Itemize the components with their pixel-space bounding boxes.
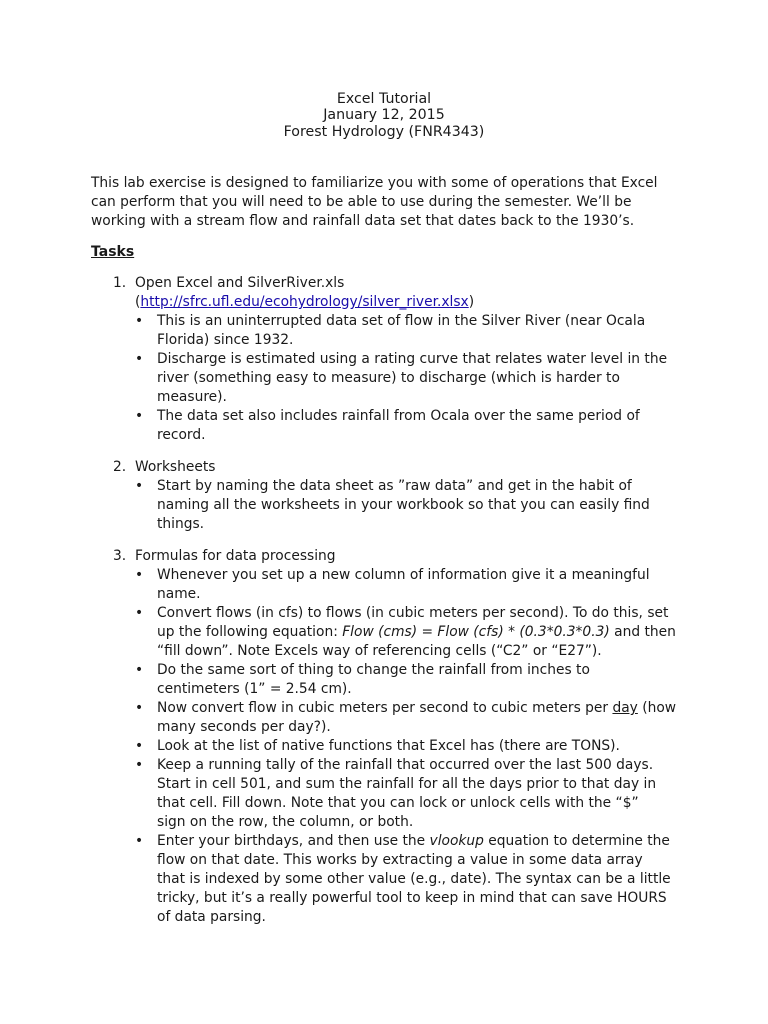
bullet-text: many seconds per day?). (157, 719, 331, 735)
intro-paragraph (91, 174, 691, 231)
task-number: 1. (113, 275, 127, 291)
paren-close: ) (468, 294, 475, 310)
intro-line: working with a stream flow and rainfall data set that dates back to the 1930’s. (91, 213, 635, 229)
tasks-heading: Tasks (91, 244, 135, 260)
task-item-2 (113, 458, 693, 534)
bullet-icon: • (135, 738, 144, 754)
bullet-text: This is an uninterrupted data set of flow in the Silver River (near Ocala (157, 313, 646, 329)
bullet-icon: • (135, 478, 144, 494)
text-span: Now convert flow in cubic meters per second to cubic meters per (157, 700, 613, 716)
bullet-item (113, 350, 693, 407)
task-number: 2. (113, 459, 127, 475)
bullet-item (113, 756, 693, 832)
task-item-1 (113, 274, 693, 445)
bullet-text: measure). (157, 389, 227, 405)
bullet-icon: • (135, 605, 144, 621)
bullet-text: Start in cell 501, and sum the rainfall for all the days prior to that day in (157, 776, 657, 792)
intro-line: can perform that you will need to be able to use during the semester. We’ll be (91, 194, 632, 210)
intro-line: This lab exercise is designed to familiarize you with some of operations that Excel (91, 175, 658, 191)
bullet-text: flow on that date. This works by extracting a value in some data array (157, 852, 643, 868)
bullet-icon: • (135, 833, 144, 849)
bullet-text: that is indexed by some other value (e.g., date). The syntax can be a little (157, 871, 671, 887)
bullet-text: record. (157, 427, 206, 443)
bullet-text: name. (157, 586, 201, 602)
task-title: Open Excel and SilverRiver.xls (135, 275, 345, 291)
task-item-3 (113, 547, 693, 927)
bullet-icon: • (135, 662, 144, 678)
bullet-item (113, 737, 693, 756)
bullet-item (113, 832, 693, 927)
bullet-text: Keep a running tally of the rainfall that occurred over the last 500 days. (157, 757, 654, 773)
paren-open: ( (135, 294, 141, 310)
bullet-icon: • (135, 408, 144, 424)
task-title: Formulas for data processing (135, 548, 336, 564)
bullet-text (157, 699, 677, 718)
flow-formula: Flow (cms) = Flow (cfs) * (0.3*0.3*0.3) (342, 624, 610, 640)
header-course: Forest Hydrology (FNR4343) (283, 123, 485, 140)
vlookup-term: vlookup (429, 833, 484, 849)
bullet-text: The data set also includes rainfall from Ocala over the same period of (157, 408, 640, 424)
bullet-text: sign on the row, the column, or both. (157, 814, 414, 830)
bullet-text: naming all the worksheets in your workbook so that you can easily find (157, 497, 650, 513)
bullet-text (157, 623, 677, 642)
bullet-text: Look at the list of native functions that Excel has (there are TONS). (157, 738, 620, 754)
bullet-text: things. (157, 516, 205, 532)
day-underlined: day (612, 700, 638, 716)
text-span: and then (609, 624, 676, 640)
bullet-item (113, 699, 693, 737)
bullet-icon: • (135, 567, 144, 583)
text-span: (how (637, 700, 677, 716)
task-link-line (135, 293, 693, 312)
bullet-text (157, 832, 677, 851)
bullet-item (113, 604, 693, 661)
bullet-text: Whenever you set up a new column of information give it a meaningful (157, 567, 650, 583)
bullet-icon: • (135, 757, 144, 773)
header-title: Excel Tutorial (336, 91, 432, 107)
bullet-icon: • (135, 313, 144, 329)
bullet-text: “fill down”. Note Excels way of referencing cells (“C2” or “E27”). (157, 643, 602, 659)
bullet-item (113, 566, 693, 604)
bullet-item (113, 407, 693, 445)
bullet-text: Start by naming the data sheet as ”raw data” and get in the habit of (157, 478, 632, 494)
bullet-item (113, 312, 693, 350)
bullet-text: of data parsing. (157, 909, 266, 925)
bullet-text: river (something easy to measure) to discharge (which is harder to (157, 370, 620, 386)
bullet-text: that cell. Fill down. Note that you can lock or unlock cells with the “$” (157, 795, 639, 811)
bullet-text: Do the same sort of thing to change the rainfall from inches to (157, 662, 590, 678)
bullet-text: Convert flows (in cfs) to flows (in cubic meters per second). To do this, set (157, 605, 669, 621)
bullet-icon: • (135, 700, 144, 716)
task-number: 3. (113, 548, 127, 564)
document-header (0, 91, 768, 140)
bullet-icon: • (135, 351, 144, 367)
silver-river-link[interactable]: http://sfrc.ufl.edu/ecohydrology/silver_river.xlsx (140, 294, 469, 310)
bullet-text: Discharge is estimated using a rating curve that relates water level in the (157, 351, 668, 367)
task-title: Worksheets (135, 459, 216, 475)
text-span: up the following equation: (157, 624, 343, 640)
bullet-text: Florida) since 1932. (157, 332, 294, 348)
bullet-text: centimeters (1” = 2.54 cm). (157, 681, 352, 697)
text-span: Enter your birthdays, and then use the (157, 833, 430, 849)
bullet-item (113, 477, 693, 534)
header-date: January 12, 2015 (323, 107, 445, 124)
text-span: equation to determine the (483, 833, 670, 849)
bullet-text: tricky, but it’s a really powerful tool to keep in mind that can save HOURS (157, 890, 667, 906)
bullet-item (113, 661, 693, 699)
